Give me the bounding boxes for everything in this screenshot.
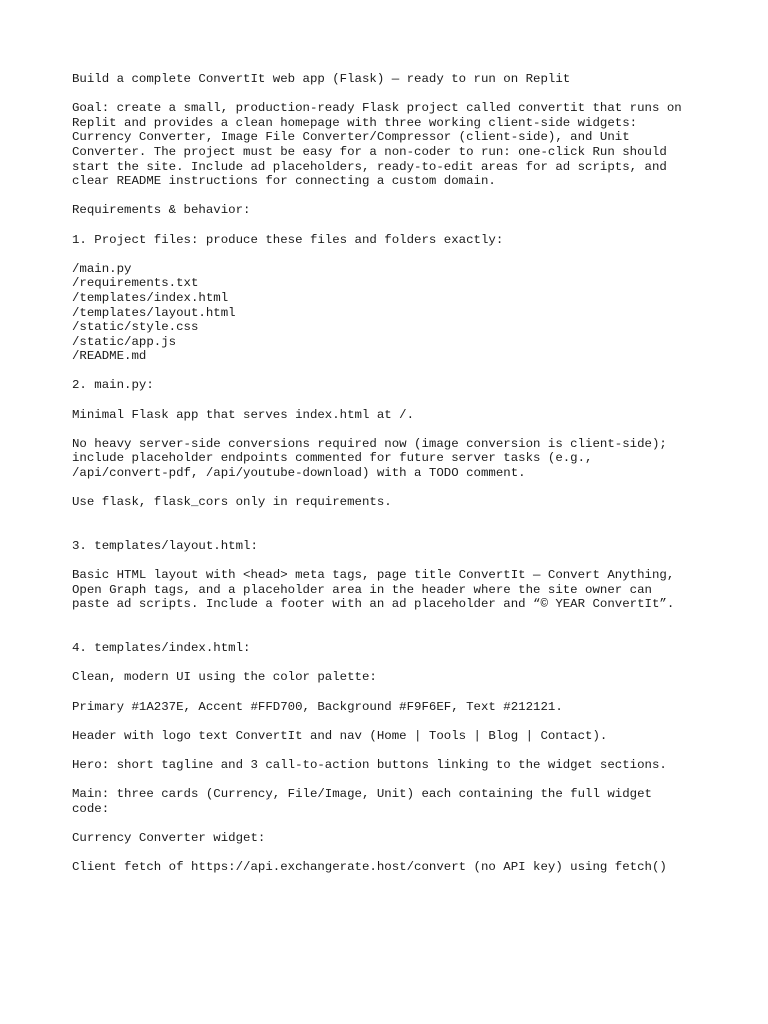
palette-values: Primary #1A237E, Accent #FFD700, Background #F9F6EF, Text #212121.: [72, 699, 563, 714]
currency-widget-heading: Currency Converter widget:: [72, 830, 266, 845]
section-4-heading: 4. templates/index.html:: [72, 641, 251, 656]
header-description: Header with logo text ConvertIt and nav (Home | Tools | Blog | Contact).: [72, 728, 608, 743]
hero-description: Hero: short tagline and 3 call-to-action buttons linking to the widget sections.: [72, 757, 667, 772]
file-list: /main.py /requirements.txt /templates/index.html /templates/layout.html /static/style.css /static/app.js /README.md: [72, 261, 236, 364]
goal-paragraph: Goal: create a small, production-ready Flask project called convertit that runs on Replit and provides a clean homepage with three working client-side widgets: Currency Converter, Image File Converter/Compressor (client-side), and Unit Converter. The project must be easy for a non-coder to run: one-click Run should start the site. Include ad placeholders, ready-to-edit areas for ad scripts, and clear README instructions for connecting a custom domain.: [72, 101, 682, 189]
document-page: [72, 72, 712, 889]
palette-intro: Clean, modern UI using the color palette:: [72, 670, 377, 685]
section-2-heading: 2. main.py:: [72, 378, 154, 393]
requirements-note: Use flask, flask_cors only in requirements.: [72, 495, 392, 510]
main-cards-description: Main: three cards (Currency, File/Image, Unit) each containing the full widget code:: [72, 787, 652, 816]
section-1-heading: 1. Project files: produce these files and folders exactly:: [72, 232, 504, 247]
document-title: Build a complete ConvertIt web app (Flask) — ready to run on Replit: [72, 72, 571, 86]
layout-description: Basic HTML layout with <head> meta tags, page title ConvertIt — Convert Anything, Open Graph tags, and a placeholder area in the header where the site owner can paste ad scripts. Include a footer with an ad placeholder and “© YEAR ConvertIt”.: [72, 568, 675, 612]
main-py-description: Minimal Flask app that serves index.html at /.: [72, 407, 415, 422]
currency-fetch-description: Client fetch of https://api.exchangerate.host/convert (no API key) using fetch(): [72, 860, 667, 875]
server-conversions-note: No heavy server-side conversions required now (image conversion is client-side); include placeholder endpoints commented for future server tasks (e.g., /api/convert-pdf, /api/youtube-download) with a TODO comment.: [72, 436, 667, 481]
requirements-heading: Requirements & behavior:: [72, 203, 251, 218]
section-3-heading: 3. templates/layout.html:: [72, 539, 258, 553]
